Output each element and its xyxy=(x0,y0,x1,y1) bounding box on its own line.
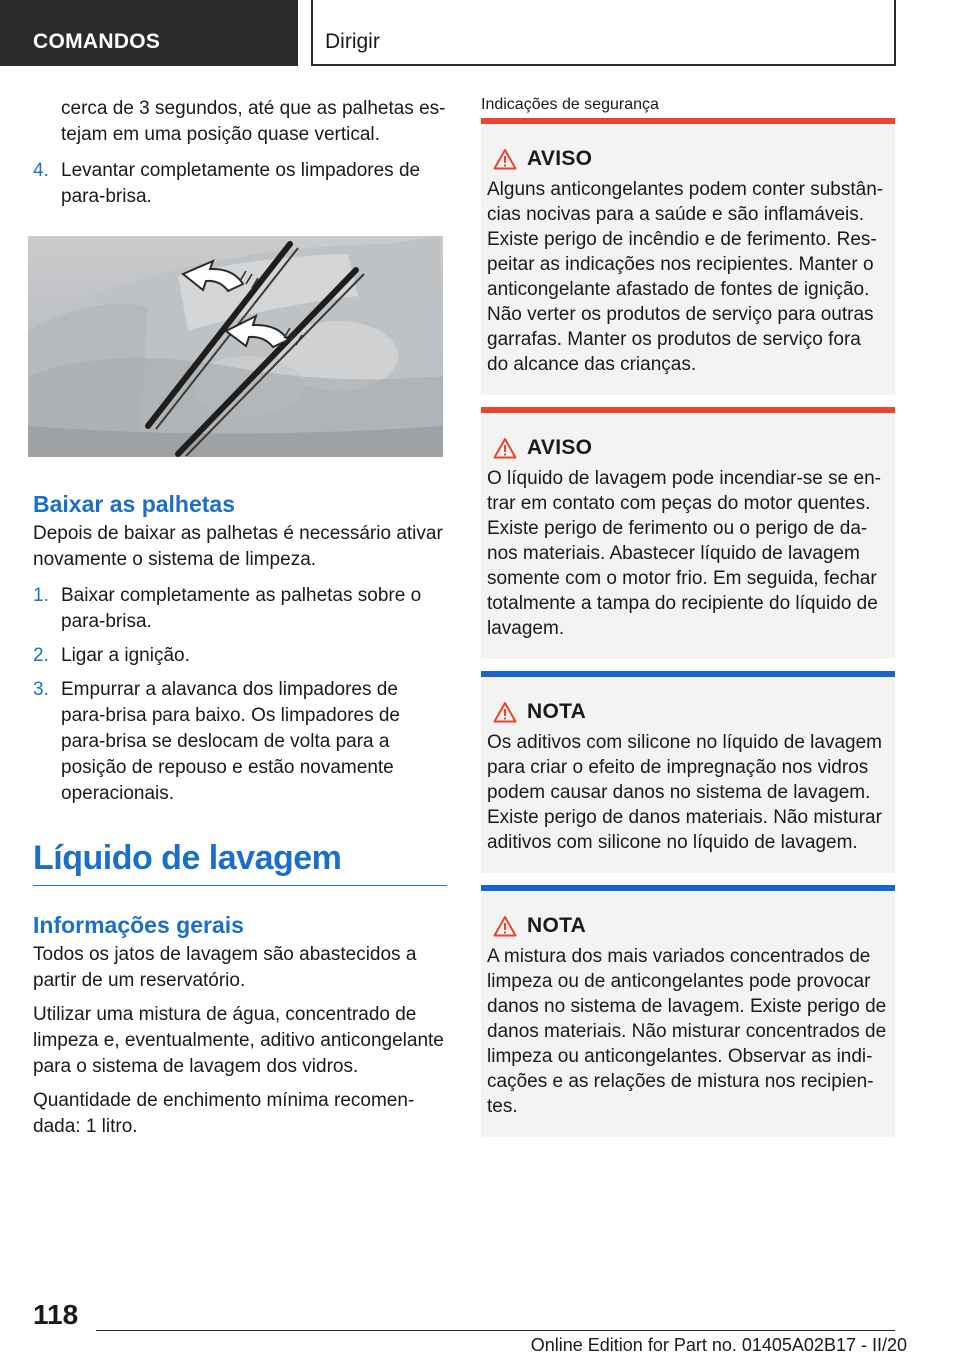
warning-triangle-icon xyxy=(493,148,517,170)
header-section-tab xyxy=(0,0,298,66)
step-number: 4. xyxy=(33,160,49,181)
box-title: NOTA xyxy=(527,914,587,937)
paragraph: Quantidade de enchimento mínima recomendada: 1 litro. xyxy=(33,1090,415,1137)
list-item xyxy=(33,677,447,807)
footer-rule xyxy=(96,1330,895,1331)
box-header xyxy=(487,697,887,727)
box-text: Os aditivos com silicone no líquido de lavagem para criar o efeito de impregnação nos vidros podem causar danos no sistema de lavagem. Existe perigo de danos materiais. Não misturar aditivos com silicone no líquido de lavagem. xyxy=(487,732,882,853)
box-header xyxy=(487,911,887,941)
header-chapter-tab xyxy=(311,0,896,66)
footer-edition-text: Online Edition for Part no. 01405A02B17 - II/20 xyxy=(530,1335,907,1355)
windshield-wiper-illustration xyxy=(28,236,443,457)
step-text: Empurrar a alavanca dos limpadores de para-brisa para baixo. Os limpadores de para-brisa se deslocam de volta para a posição de repouso e estão novamente operacionais. xyxy=(61,679,401,804)
paragraph: Utilizar uma mistura de água, concentrado de limpeza e, eventualmente, aditivo anticongelante para o sistema de lavagem dos vidros. xyxy=(33,1004,444,1077)
box-text: A mistura dos mais variados concentrados de limpeza ou de anticongelantes pode provocar danos no sistema de lavagem. Existe perigo de danos materiais. Não misturar concentrados de limpeza ou anticongelantes. Observar as indicações e as relações de mistura nos recipientes. xyxy=(487,946,887,1117)
step-number: 3. xyxy=(33,679,49,700)
note-box xyxy=(481,671,895,873)
subheading-general-info: Informações gerais xyxy=(33,912,244,938)
section-title: Líquido de lavagem xyxy=(33,839,342,877)
list-item xyxy=(33,583,447,635)
section-title-rule xyxy=(33,885,447,886)
box-title: AVISO xyxy=(527,436,593,459)
box-title: AVISO xyxy=(527,147,593,170)
safety-heading: Indicações de segurança xyxy=(481,96,659,113)
step-text: Baixar completamente as palhetas sobre o para-brisa. xyxy=(61,585,422,632)
note-box xyxy=(481,885,895,1137)
step-number: 1. xyxy=(33,585,49,606)
left-column xyxy=(33,96,447,1140)
subheading-lower-wipers: Baixar as palhetas xyxy=(33,491,236,517)
continued-step-text: cerca de 3 segundos, até que as palhetas estejam em uma posição quase vertical. xyxy=(61,98,446,145)
paragraph: Todos os jatos de lavagem são abastecidos a partir de um reservatório. xyxy=(33,944,417,991)
header-chapter-label: Dirigir xyxy=(325,30,380,53)
list-item xyxy=(33,643,447,669)
warning-box xyxy=(481,407,895,659)
page-number: 118 xyxy=(33,1299,79,1330)
warning-triangle-icon xyxy=(493,701,517,723)
step-text: Ligar a ignição. xyxy=(61,645,190,666)
list-item xyxy=(33,158,447,210)
box-text: Alguns anticongelantes podem conter substâncias nocivas para a saúde e são inflamáveis. Existe perigo de incêndio e de ferimento. Respeitar as indicações nos recipientes. Manter o anticongelante afastado de fontes de ignição. Não verter os produtos de serviço para outras garrafas. Manter os produtos de serviço fora do alcance das crianças. xyxy=(487,179,884,375)
right-column xyxy=(481,96,895,1137)
warning-box xyxy=(481,118,895,395)
warning-triangle-icon xyxy=(493,915,517,937)
header-section-label: COMANDOS xyxy=(33,30,161,53)
step-number: 2. xyxy=(33,645,49,666)
paragraph: Depois de baixar as palhetas é necessário ativar novamente o sistema de limpeza. xyxy=(33,523,443,570)
box-header xyxy=(487,144,887,174)
step-text: Levantar completamente os limpadores de para-brisa. xyxy=(61,160,421,207)
warning-triangle-icon xyxy=(493,437,517,459)
box-header xyxy=(487,433,887,463)
box-title: NOTA xyxy=(527,700,587,723)
box-text: O líquido de lavagem pode incendiar-se se entrar em contato com peças do motor quentes. Existe perigo de ferimento ou o perigo de danos materiais. Abastecer líquido de lavagem somente com o motor frio. Em seguida, fechar totalmente a tampa do recipiente do líquido de lavagem. xyxy=(487,468,881,639)
